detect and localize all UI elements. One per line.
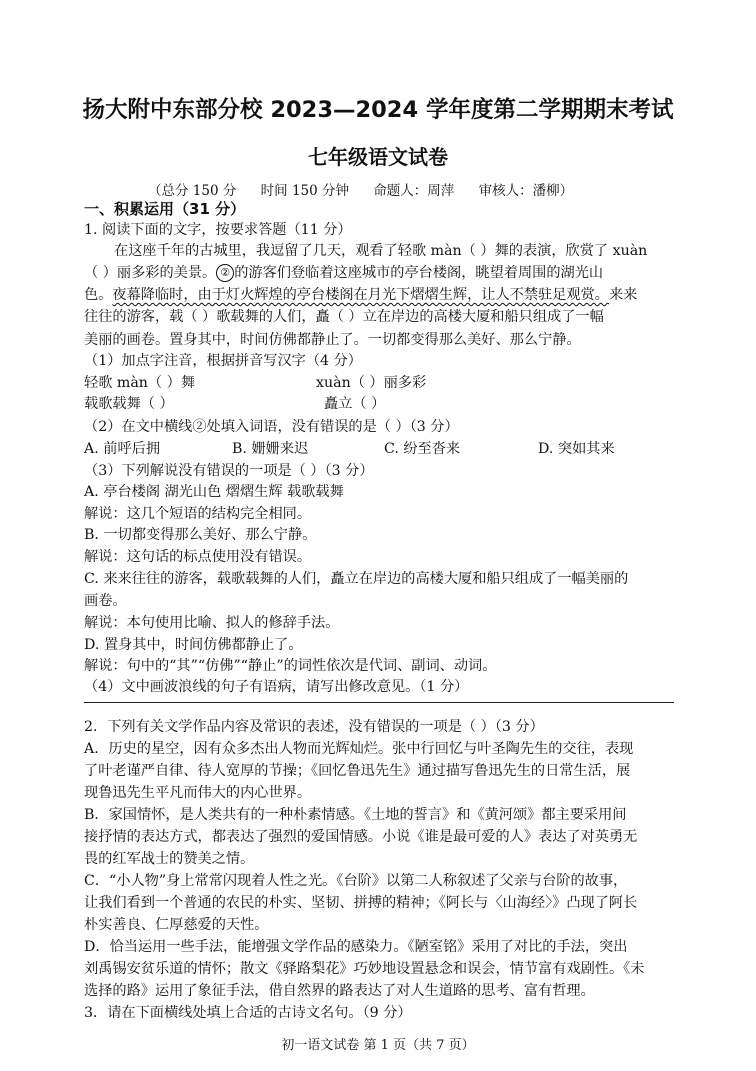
- author: 命题人：周萍: [373, 183, 455, 199]
- passage-text: 色。: [84, 287, 113, 303]
- q2-option-line: 刘禹锡安贫乐道的情怀；散文《驿路梨花》巧妙地设置悬念和误会，情节富有戏剧性。《未: [84, 961, 645, 977]
- q1-sub3-option: D. 置身其中，时间仿佛都静止了。: [84, 637, 303, 653]
- q2-stem: 2．下列有关文学作品内容及常识的表述，没有错误的一项是（ ）（3 分）: [84, 719, 544, 735]
- q2-option-line: C．“小人物”身上常常闪现着人性之光。《台阶》以第二人称叙述了父亲与台阶的故事，: [84, 873, 628, 889]
- time-limit: 时间 150 分钟: [260, 183, 350, 199]
- exam-meta: [148, 179, 593, 199]
- q1-sub3-option: C. 来来往往的游客，载歌载舞的人们，矗立在岸边的高楼大厦和船只组成了一幅美丽的: [84, 571, 629, 587]
- q1-sub3-explain: 解说：这句话的标点使用没有错误。: [84, 549, 312, 565]
- pinyin-item: xuàn（ ）丽多彩: [316, 375, 427, 391]
- q1-sub3: （3）下列解说没有错误的一项是（ ）（3 分）: [84, 463, 374, 479]
- q1-passage-line: [84, 262, 674, 284]
- q1-sub3-option: B. 一切都变得那么美好、那么宁静。: [84, 527, 317, 543]
- q2-option-line: 现鲁迅先生平凡而伟大的内心世界。: [84, 785, 312, 801]
- passage-text: （ ）丽多彩的美景。: [84, 265, 217, 281]
- option-c: C. 纷至沓来: [384, 441, 461, 457]
- q3-stem: 3．请在下面横线处填上合适的古诗文名句。（9 分）: [84, 1005, 412, 1021]
- q2-option-line: A．历史的星空，因有众多杰出人物而光辉灿烂。张中行回忆与叶圣陶先生的交往，表现: [84, 741, 634, 757]
- q1-sub2: （2）在文中横线②处填入词语，没有错误的是（ ）（3 分）: [84, 419, 459, 435]
- q1-passage-line: 美丽的画卷。置身其中，时间仿佛都静止了。一切都变得那么美好、那么宁静。: [84, 332, 581, 348]
- passage-text: 的游客们登临着这座城市的亭台楼阁，眺望着周围的湖光山: [234, 265, 604, 281]
- option-d: D. 突如其来: [538, 441, 615, 457]
- q1-sub3-option: A. 亭台楼阁 湖光山色 熠熠生辉 载歌载舞: [84, 484, 344, 500]
- q2-option-line: 了叶老谨严自律、待人宽厚的节操；《回忆鲁迅先生》通过描写鲁迅先生的日常生活，展: [84, 763, 631, 779]
- section-heading: 一、积累运用（31 分）: [84, 200, 246, 218]
- pinyin-item: 轻歌 màn（ ）舞: [84, 375, 196, 391]
- q2-option-line: 接抒情的表达方式，都表达了强烈的爱国情感。小说《谁是最可爱的人》表达了对英勇无: [84, 829, 638, 845]
- passage-text: 来来: [608, 287, 638, 303]
- q1-passage-line: [84, 284, 674, 306]
- answer-line: [84, 702, 674, 703]
- exam-title: 扬大附中东部分校 2023—2024 学年度第二学期期末考试: [82, 97, 674, 123]
- reviewer: 审核人：潘柳）: [478, 183, 574, 199]
- q1-sub1: （1）加点字注音，根据拼音写汉字（4 分）: [84, 353, 362, 369]
- q2-option-line: B．家国情怀，是人类共有的一种朴素情感。《土地的誓言》和《黄河颂》都主要采用间: [84, 807, 627, 823]
- q1-sub3-explain: 解说：本句使用比喻、拟人的修辞手法。: [84, 615, 340, 631]
- total-score: （总分 150 分: [148, 183, 237, 199]
- q2-option-line: D．恰当运用一些手法，能增强文学作品的感染力。《陋室铭》采用了对比的手法，突出: [84, 939, 628, 955]
- q2-option-line: 朴实善良、仁厚慈爱的天性。: [84, 917, 269, 933]
- q1-passage-line: 往往的游客，载（ ）歌载舞的人们，矗（ ）立在岸边的高楼大厦和船只组成了一幅: [84, 309, 604, 325]
- option-b: B. 姗姗来迟: [232, 441, 309, 457]
- pinyin-item: 载歌载舞（ ）: [84, 396, 174, 412]
- q1-sub4: （4）文中画波浪线的句子有语病，请写出修改意见。（1 分）: [84, 679, 469, 695]
- wavy-sentence: 夜幕降临时，由于灯火辉煌的亭台楼阁在月光下熠熠生辉，让人不禁驻足观赏。: [112, 287, 609, 303]
- exam-subtitle: 七年级语文试卷: [308, 145, 448, 169]
- q1-sub1-row: [84, 372, 674, 394]
- q2-option-line: 选择的路》运用了象征手法，借自然界的路表达了对人生道路的思考、富有哲理。: [84, 983, 595, 999]
- q1-sub1-row: [84, 393, 674, 415]
- q1-sub3-option: 画卷。: [84, 593, 127, 609]
- q1-passage-line: 在这座千年的古城里，我逗留了几天，观看了轻歌 màn（ ）舞的表演，欣赏了 xuàn: [114, 243, 648, 259]
- q1-sub3-explain: 解说：句中的“其”“仿佛”“静止”的词性依次是代词、副词、动词。: [84, 658, 497, 674]
- option-a: A. 前呼后拥: [84, 441, 161, 457]
- page-footer: 初一语文试卷 第 1 页（共 7 页）: [281, 1038, 475, 1053]
- q1-stem: 1. 阅读下面的文字，按要求答题（11 分）: [84, 222, 352, 238]
- q1-sub3-explain: 解说：这几个短语的结构完全相同。: [84, 506, 312, 522]
- blank-number: ②: [216, 264, 234, 282]
- q2-option-line: 让我们看到一个普通的农民的朴实、坚韧、拼搏的精神；《阿长与〈山海经〉》凸现了阿长: [84, 895, 638, 911]
- q2-option-line: 畏的红军战士的赞美之情。: [84, 851, 255, 867]
- pinyin-item: 矗立（ ）: [324, 396, 386, 412]
- blank-2: [216, 265, 234, 281]
